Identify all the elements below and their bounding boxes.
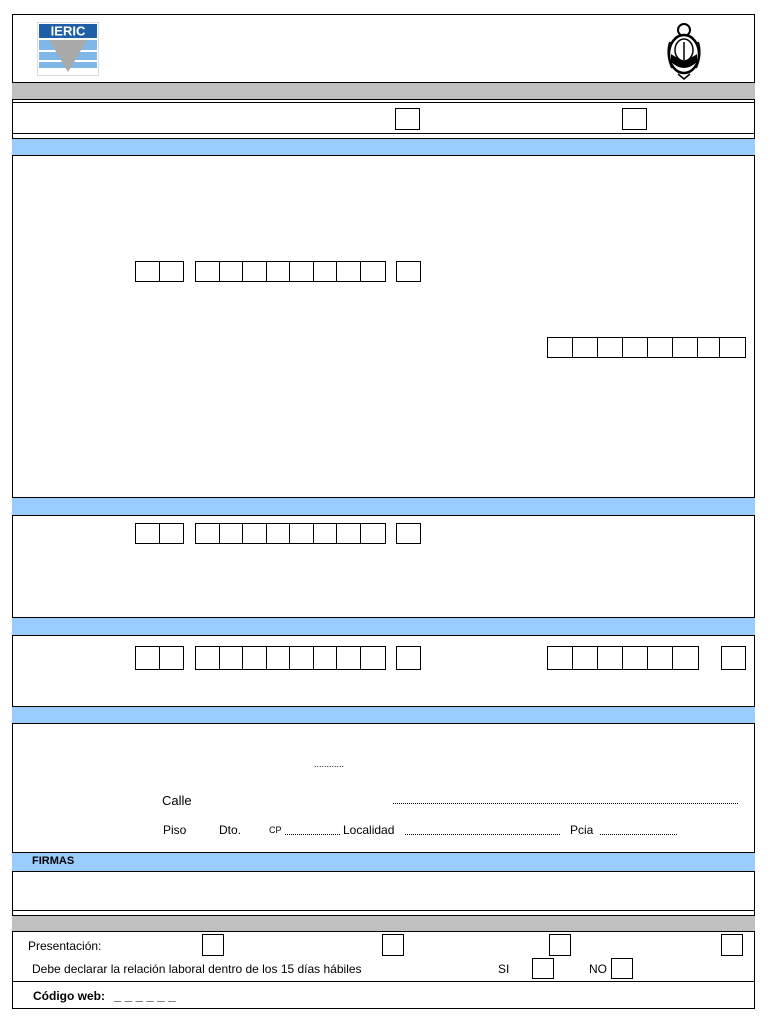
localidad-field[interactable] xyxy=(405,834,560,835)
cuit-check-digit-1[interactable] xyxy=(396,261,421,282)
cuit-check-digit-3[interactable] xyxy=(396,646,421,670)
divider xyxy=(12,133,755,134)
checkbox-2[interactable] xyxy=(622,108,647,130)
presentacion-checkbox-1[interactable] xyxy=(202,934,224,956)
si-label: SI xyxy=(498,962,510,976)
declarar-text: Debe declarar la relación laboral dentro de los 15 días hábiles xyxy=(32,962,362,976)
cuit-check-digit-2[interactable] xyxy=(396,523,421,544)
cuit-prefix-2[interactable] xyxy=(135,523,184,544)
cp-field[interactable] xyxy=(285,834,340,835)
codigo-web-value[interactable]: _ _ _ _ _ _ xyxy=(114,988,176,1003)
pcia-field[interactable] xyxy=(600,834,677,835)
presentacion-checkbox-4[interactable] xyxy=(721,934,743,956)
number-field-2[interactable] xyxy=(547,646,699,670)
no-checkbox[interactable] xyxy=(611,958,633,979)
pcia-label: Pcia xyxy=(570,823,594,837)
cuit-number-1[interactable] xyxy=(195,261,386,282)
divider xyxy=(12,102,755,103)
calle-label: Calle xyxy=(162,793,192,808)
si-checkbox[interactable] xyxy=(532,958,554,979)
cuit-number-2[interactable] xyxy=(195,523,386,544)
divider xyxy=(12,910,755,911)
presentacion-label: Presentación: xyxy=(28,939,102,953)
firmas-title: FIRMAS xyxy=(32,855,75,867)
checkbox-1[interactable] xyxy=(395,108,420,130)
section-band-1 xyxy=(12,138,755,156)
ieric-logo xyxy=(37,22,99,76)
presentacion-checkbox-2[interactable] xyxy=(382,934,404,956)
cp-label: CP xyxy=(269,825,282,835)
argentina-coat-of-arms-icon xyxy=(664,20,704,80)
localidad-label: Localidad xyxy=(343,823,395,837)
divider xyxy=(12,981,755,982)
number-field-1[interactable] xyxy=(547,337,746,358)
dto-label: Dto. xyxy=(219,823,242,837)
small-dots: ............ xyxy=(314,759,345,769)
section-band-3 xyxy=(12,617,755,636)
piso-label: Piso xyxy=(163,823,187,837)
no-label: NO xyxy=(589,962,607,976)
presentacion-checkbox-3[interactable] xyxy=(549,934,571,956)
logo-text: IERIC xyxy=(50,23,86,39)
cuit-number-3[interactable] xyxy=(195,646,386,670)
header-gray-band xyxy=(12,82,755,100)
single-digit-field[interactable] xyxy=(721,646,746,670)
section-band-4 xyxy=(12,706,755,724)
section-band-2 xyxy=(12,497,755,516)
cuit-prefix-3[interactable] xyxy=(135,646,184,670)
calle-field[interactable] xyxy=(393,803,738,804)
cuit-prefix-1[interactable] xyxy=(135,261,184,282)
footer-gray-band xyxy=(12,915,755,932)
codigo-web-label: Código web: xyxy=(33,989,105,1003)
firmas-band xyxy=(12,852,755,872)
